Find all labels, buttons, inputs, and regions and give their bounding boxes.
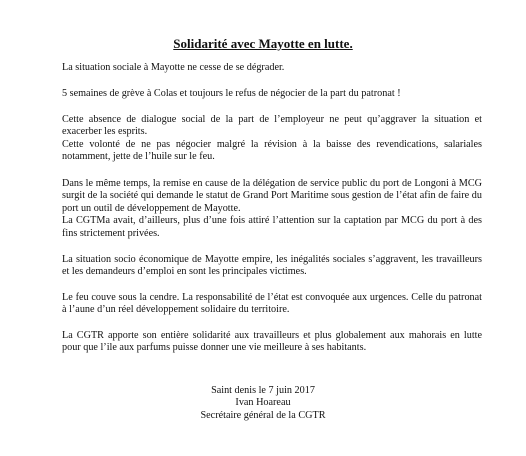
signature-place-date: Saint denis le 7 juin 2017 [211, 385, 315, 396]
paragraph-dialogue: Cette absence de dialogue social de la part de l’employeur ne peut qu’aggraver la situation et exacerber les esprits. Cette volonté de ne pas négocier malgré la révision à la baisse des revendications, salariales notamment, jette de l’huile sur le feu. [62, 114, 482, 163]
paragraph-port: Dans le même temps, la remise en cause de la délégation de service public du port de Longoni à MCG surgit de la société qui demande le statut de Grand Port Maritime sous gestion de l’état afin de faire du port un outil de développement de Mayotte. La CGTMa avait, d’ailleurs, plus d’une fois attiré l’attention sur la captation par MCG du port à des fins strictement privées. [62, 178, 482, 239]
paragraph-economy: La situation socio économique de Mayotte empire, les inégalités sociales s’aggravent, les travailleurs et les demandeurs d’emploi en sont les principales victimes. [62, 254, 482, 278]
signature-name: Ivan Hoareau [235, 397, 291, 409]
signature-block [0, 385, 526, 422]
paragraph-responsibility: Le feu couve sous la cendre. La responsabilité de l’état est convoquée aux urgences. Celle du patronat à l’aune d’un réel développement solidaire du territoire. [62, 292, 482, 316]
paragraph-situation: La situation sociale à Mayotte ne cesse de se dégrader. [62, 62, 285, 73]
paragraph-strike: 5 semaines de grève à Colas et toujours le refus de négocier de la part du patronat ! [62, 88, 401, 99]
document-title: Solidarité avec Mayotte en lutte. [173, 36, 353, 51]
paragraph-solidarity: La CGTR apporte son entière solidarité aux travailleurs et plus globalement aux mahorais en lutte pour que l’ile aux parfums puisse donner une vie meilleure à ses habitants. [62, 330, 482, 354]
signature-role: Secrétaire général de la CGTR [200, 409, 326, 421]
